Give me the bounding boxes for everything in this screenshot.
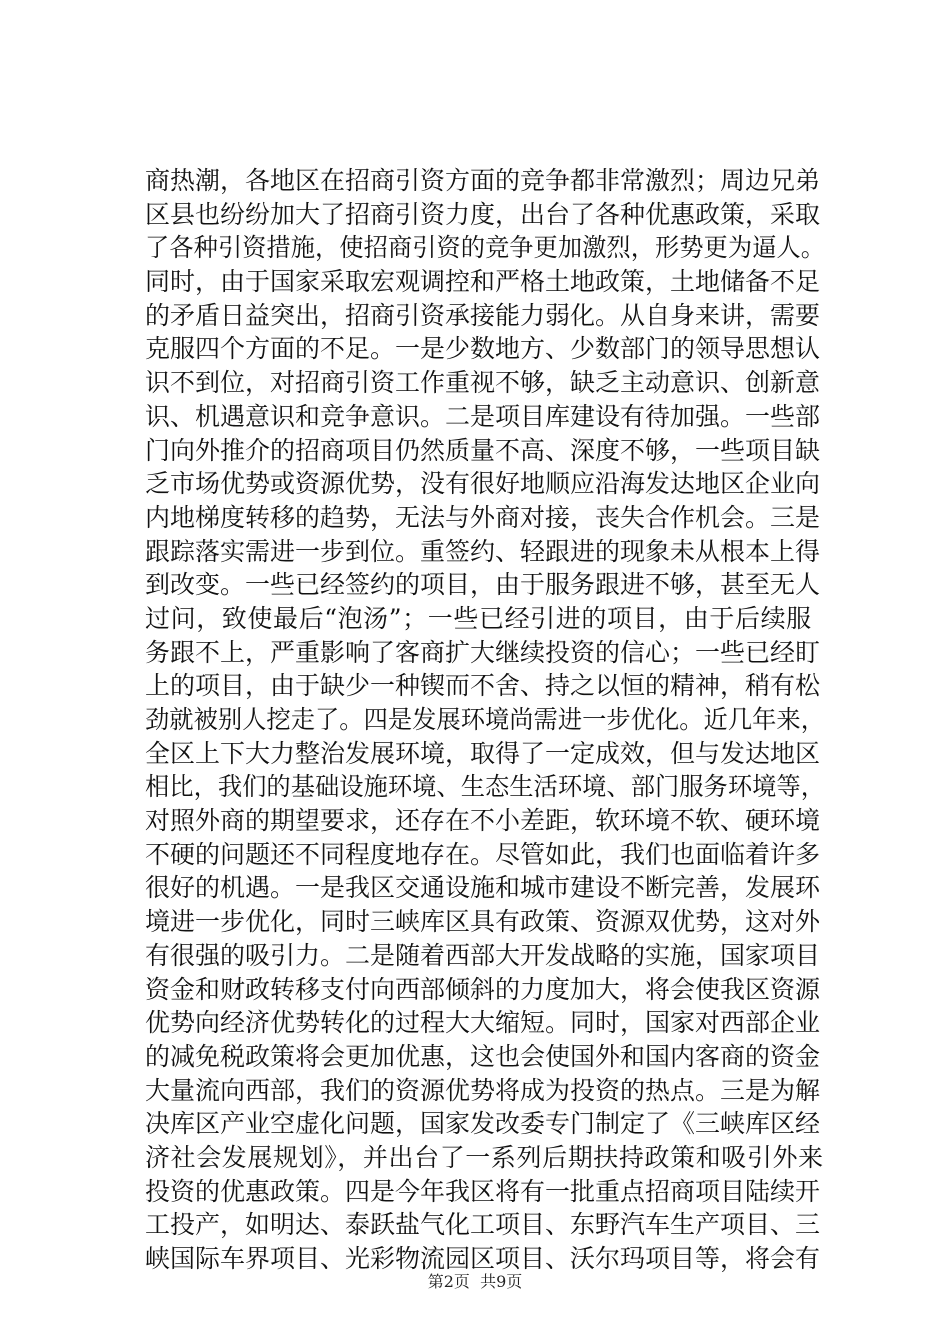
text-line-33: 峡国际车界项目、光彩物流园区项目、沃尔玛项目等，将会有 — [145, 1244, 821, 1273]
text-line-20: 对照外商的期望要求，还存在不小差距，软环境不软、硬环境 — [145, 806, 821, 836]
text-line-12: 跟踪落实需进一步到位。重签约、轻跟进的现象未从根本上得 — [145, 536, 821, 566]
text-line-21: 不硬的问题还不同程度地存在。尽管如此，我们也面临着许多 — [145, 839, 821, 869]
text-line-8: 识、机遇意识和竞争意识。二是项目库建设有待加强。一些部 — [145, 401, 821, 431]
text-line-22: 很好的机遇。一是我区交通设施和城市建设不断完善，发展环 — [145, 873, 821, 903]
text-line-29: 决库区产业空虚化问题，国家发改委专门制定了《三峡库区经 — [145, 1109, 821, 1139]
text-line-15: 务跟不上，严重影响了客商扩大继续投资的信心；一些已经盯 — [145, 637, 821, 667]
page-number-label: 第2页 共9页 — [427, 1272, 523, 1291]
text-line-1: 商热潮，各地区在招商引资方面的竞争都非常激烈；周边兄弟 — [145, 166, 821, 195]
text-line-10: 乏市场优势或资源优势，没有很好地顺应沿海发达地区企业向 — [145, 469, 821, 499]
text-line-30: 济社会发展规划》，并出台了一系列后期扶持政策和吸引外来 — [145, 1142, 824, 1172]
text-line-17: 劲就被别人挖走了。四是发展环境尚需进一步优化。近几年来， — [145, 705, 825, 734]
text-line-23: 境进一步优化，同时三峡库区具有政策、资源双优势，这对外 — [145, 907, 821, 937]
text-line-4: 同时，由于国家采取宏观调控和严格土地政策，土地储备不足 — [145, 267, 821, 297]
text-line-24: 有很强的吸引力。二是随着西部大开发战略的实施，国家项目 — [145, 940, 821, 970]
text-line-2: 区县也纷纷加大了招商引资力度，出台了各种优惠政策，采取 — [145, 199, 821, 229]
text-line-14: 过问，致使最后“泡汤”；一些已经引进的项目，由于后续服 — [145, 603, 812, 633]
text-line-5: 的矛盾日益突出，招商引资承接能力弱化。从自身来讲，需要 — [145, 300, 821, 330]
text-line-3: 了各种引资措施，使招商引资的竞争更加激烈，形势更为逼人。 — [145, 233, 825, 263]
text-line-28: 大量流向西部，我们的资源优势将成为投资的热点。三是为解 — [145, 1075, 821, 1105]
body-text — [145, 164, 825, 1276]
text-line-25: 资金和财政转移支付向西部倾斜的力度加大，将会使我区资源 — [145, 974, 821, 1004]
text-line-9: 门向外推介的招商项目仍然质量不高、深度不够，一些项目缺 — [145, 435, 821, 465]
text-line-18: 全区上下大力整治发展环境，取得了一定成效，但与发达地区 — [145, 738, 821, 768]
text-line-16: 上的项目，由于缺少一种锲而不舍、持之以恒的精神，稍有松 — [145, 671, 821, 701]
text-line-13: 到改变。一些已经签约的项目，由于服务跟进不够，甚至无人 — [145, 570, 821, 600]
text-line-6: 克服四个方面的不足。一是少数地方、少数部门的领导思想认 — [145, 334, 821, 364]
text-line-7: 识不到位，对招商引资工作重视不够，缺乏主动意识、创新意 — [145, 368, 821, 398]
text-line-27: 的减免税政策将会更加优惠，这也会使国外和国内客商的资金 — [145, 1041, 821, 1071]
text-line-19: 相比，我们的基础设施环境、生态生活环境、部门服务环境等， — [145, 772, 825, 802]
text-line-32: 工投产，如明达、泰跃盐气化工项目、东野汽车生产项目、三 — [145, 1210, 821, 1240]
text-line-11: 内地梯度转移的趋势，无法与外商对接，丧失合作机会。三是 — [145, 502, 821, 532]
text-line-31: 投资的优惠政策。四是今年我区将有一批重点招商项目陆续开 — [145, 1176, 821, 1206]
page-footer — [0, 1272, 950, 1292]
text-line-26: 优势向经济优势转化的过程大大缩短。同时，国家对西部企业 — [145, 1008, 821, 1038]
